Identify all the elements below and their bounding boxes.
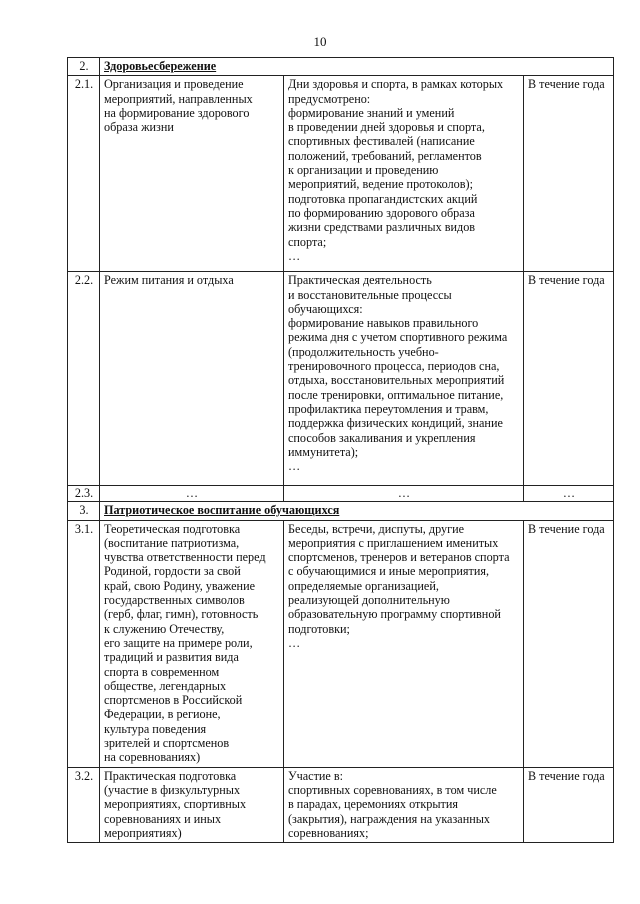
text-line: по формированию здорового образа (288, 205, 475, 220)
text-line: на формирование здорового (104, 105, 250, 120)
content-cell (284, 76, 524, 272)
text-line: соревнованиях и иных (104, 811, 222, 826)
text-line: отдыха, восстановительных мероприятий (288, 373, 505, 388)
row-number: 3. (68, 502, 100, 520)
text-line: спортивных фестивалей (написание (288, 134, 475, 149)
text-line: Участие в: (288, 768, 344, 783)
content-cell (284, 272, 524, 486)
table-row-3-1 (68, 520, 614, 767)
row-number: 2.1. (68, 76, 100, 272)
section-title: Здоровьесбережение (100, 58, 614, 76)
activity-cell (100, 76, 284, 272)
text-line: образовательную программу спортивной (288, 607, 501, 622)
table-row-3-2 (68, 767, 614, 842)
text-line: Теоретическая подготовка (104, 521, 241, 536)
text-line: режима дня с учетом спортивного режима (288, 330, 508, 345)
timing-cell: В течение года (524, 76, 614, 272)
content-cell: … (284, 486, 524, 502)
row-number: 2. (68, 58, 100, 76)
text-line: спорта в современном (104, 664, 220, 679)
text-line: (герб, флаг, гимн), готовность (104, 607, 259, 622)
row-number: 2.3. (68, 486, 100, 502)
text-line: культура поведения (104, 721, 207, 736)
activity-cell (100, 520, 284, 767)
text-line: после тренировки, оптимальное питание, (288, 387, 504, 402)
timing-cell: В течение года (524, 520, 614, 767)
text-line: спортсменов в Российской (104, 693, 243, 708)
text-line: его защите на примере роли, (104, 635, 253, 650)
text-line: способов закаливания и укрепления (288, 430, 476, 445)
text-line: определяемые организацией, (288, 578, 439, 593)
section-row-3 (68, 502, 614, 520)
text-line: формирование навыков правильного (288, 316, 479, 331)
text-line: зрителей и спортсменов (104, 736, 230, 751)
text-line: Режим питания и отдыха (104, 273, 234, 288)
text-line: … (288, 248, 301, 263)
text-line: мероприятиях) (104, 825, 182, 840)
text-line: обучающихся: (288, 301, 363, 316)
text-line: государственных символов (104, 593, 245, 608)
page-number: 10 (313, 34, 327, 49)
content-cell (284, 767, 524, 842)
text-line: подготовки; (288, 621, 350, 636)
table-row-2-1 (68, 76, 614, 272)
text-line: иммунитета); (288, 444, 359, 459)
activities-table (67, 57, 614, 843)
activity-cell: … (100, 486, 284, 502)
text-line: с обучающимися и иные мероприятия, (288, 564, 490, 579)
activity-cell (100, 767, 284, 842)
text-line: Беседы, встречи, диспуты, другие (288, 521, 465, 536)
text-line: на соревнованиях) (104, 750, 201, 765)
section-title: Патриотическое воспитание обучающихся (100, 502, 614, 520)
text-line: тренировочного процесса, периодов сна, (288, 359, 500, 374)
table-row-2-2 (68, 272, 614, 486)
text-line: мероприятия с приглашением именитых (288, 535, 499, 550)
table-row-2-3 (68, 486, 614, 502)
text-line: подготовка пропагандистских акций (288, 191, 478, 206)
text-line: мероприятиях, спортивных (104, 797, 247, 812)
text-line: мероприятий, ведение протоколов); (288, 177, 473, 192)
text-line: профилактика переутомления и травм, (288, 401, 489, 416)
text-line: спорта; (288, 234, 327, 249)
row-number: 3.1. (68, 520, 100, 767)
text-line: … (288, 459, 301, 474)
text-line: положений, требований, регламентов (288, 148, 482, 163)
timing-cell: В течение года (524, 767, 614, 842)
text-line: Федерации, в регионе, (104, 707, 221, 722)
row-number: 2.2. (68, 272, 100, 486)
text-line: Организация и проведение (104, 77, 244, 92)
text-line: жизни средствами различных видов (288, 220, 476, 235)
timing-cell: … (524, 486, 614, 502)
text-line: (закрытия), награждения на указанных (288, 811, 491, 826)
text-line: край, свою Родину, уважение (104, 578, 256, 593)
text-line: реализующей дополнительную (288, 593, 450, 608)
text-line: формирование знаний и умений (288, 105, 455, 120)
text-line: обществе, легендарных (104, 678, 227, 693)
text-line: в проведении дней здоровья и спорта, (288, 120, 485, 135)
text-line: в парадах, церемониях открытия (288, 797, 458, 812)
text-line: предусмотрено: (288, 91, 371, 106)
text-line: к организации и проведению (288, 163, 439, 178)
text-line: (воспитание патриотизма, (104, 535, 240, 550)
text-line: образа жизни (104, 120, 174, 135)
text-line: Родиной, гордости за свой (104, 564, 241, 579)
text-line: … (288, 635, 301, 650)
row-number: 3.2. (68, 767, 100, 842)
text-line: Практическая подготовка (104, 768, 237, 783)
section-row-2 (68, 58, 614, 76)
text-line: традиций и развития вида (104, 650, 239, 665)
text-line: спортивных соревнованиях, в том числе (288, 782, 497, 797)
activity-cell (100, 272, 284, 486)
text-line: и восстановительные процессы (288, 287, 452, 302)
text-line: поддержка физических кондиций, знание (288, 416, 503, 431)
timing-cell: В течение года (524, 272, 614, 486)
text-line: чувства ответственности перед (104, 550, 266, 565)
text-line: спортсменов, тренеров и ветеранов спорта (288, 550, 510, 565)
text-line: к служению Отечеству, (104, 621, 225, 636)
content-cell (284, 520, 524, 767)
text-line: (участие в физкультурных (104, 782, 241, 797)
text-line: соревнованиях; (288, 825, 369, 840)
text-line: Дни здоровья и спорта, в рамках которых (288, 77, 504, 92)
text-line: мероприятий, направленных (104, 91, 253, 106)
text-line: Практическая деятельность (288, 273, 432, 288)
text-line: (продолжительность учебно- (288, 344, 439, 359)
